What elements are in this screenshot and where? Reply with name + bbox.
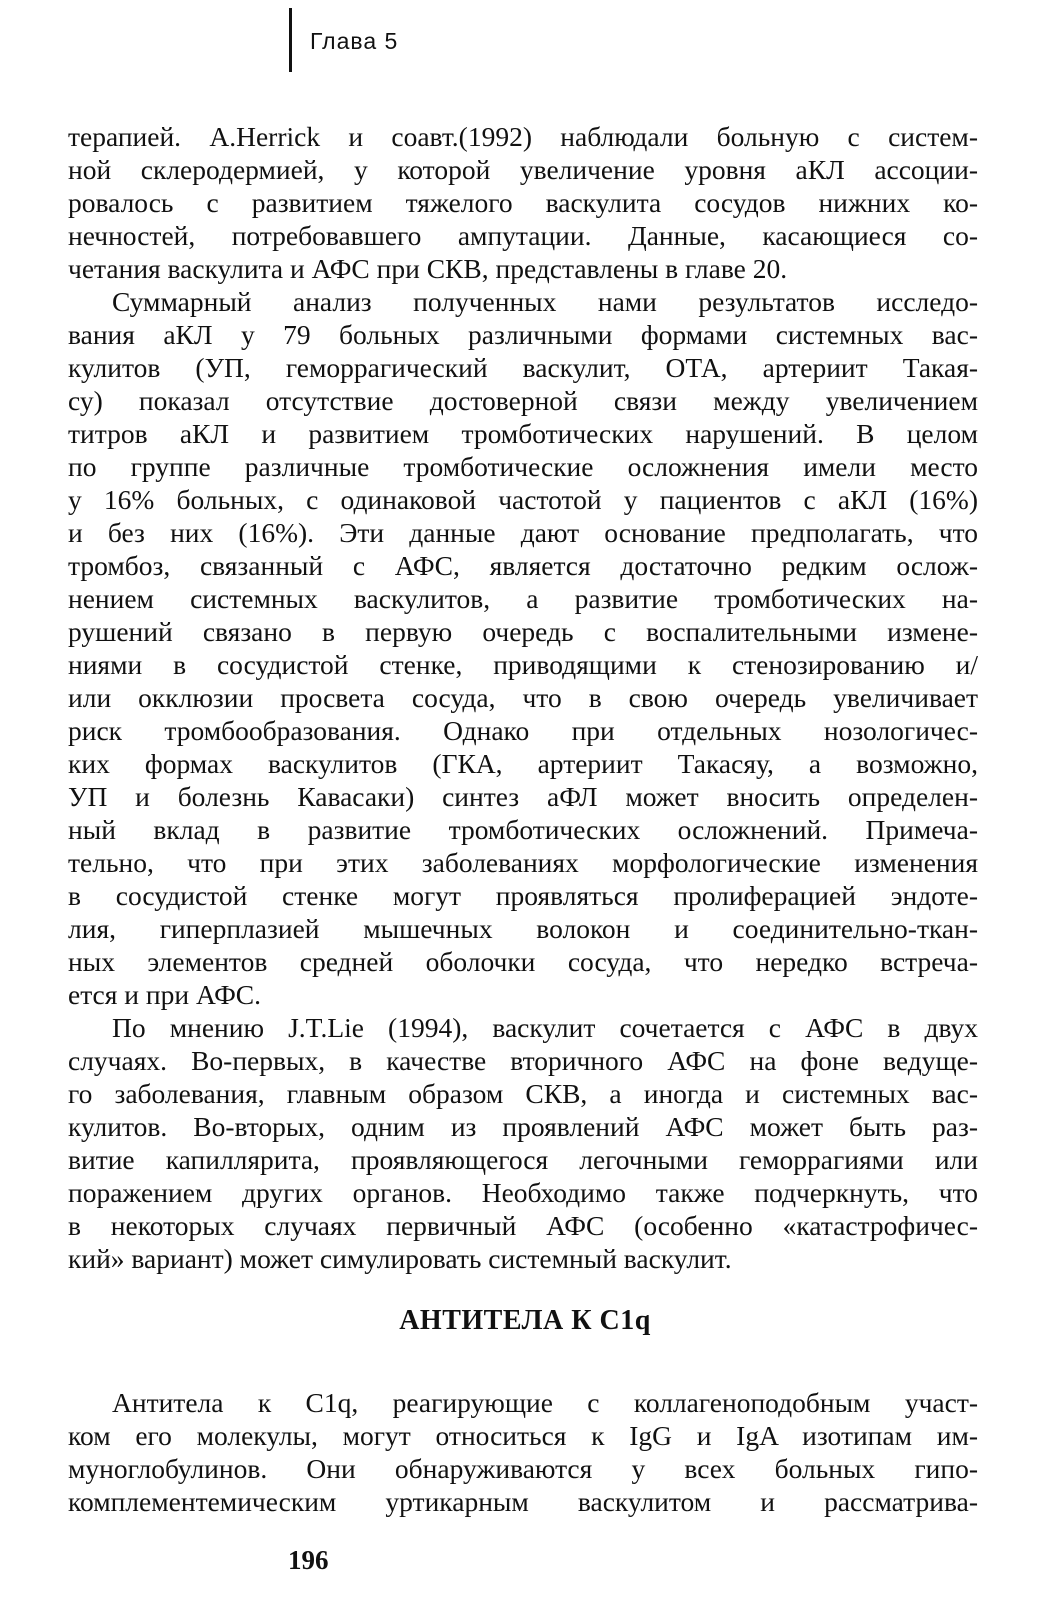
text-line: Суммарный анализ полученных нами результатов исследо- — [112, 286, 978, 317]
text-line: ких формах васкулитов (ГКА, артериит Такасяу, а возможно, — [68, 748, 978, 779]
text-line: ниями в сосудистой стенке, приводящими к стенозированию и/ — [68, 649, 978, 680]
text-line: по группе различные тромботические осложнения имели место — [68, 451, 978, 482]
section-heading: АНТИТЕЛА К C1q — [399, 1305, 651, 1336]
text-line: вания аКЛ у 79 больных различными формами системных вас- — [68, 319, 978, 350]
text-line: у 16% больных, с одинаковой частотой у пациентов с аКЛ (16%) — [68, 484, 978, 515]
text-line: в сосудистой стенке могут проявляться пролиферацией эндоте- — [68, 880, 978, 911]
text-line: случаях. Во-первых, в качестве вторичного АФС на фоне ведуще- — [68, 1045, 978, 1076]
text-line: и без них (16%). Эти данные дают основание предполагать, что — [68, 517, 978, 548]
text-line: муноглобулинов. Они обнаруживаются у всех больных гипо- — [68, 1453, 978, 1484]
text-line: ровалось с развитием тяжелого васкулита сосудов нижних ко- — [68, 187, 978, 218]
text-line: ком его молекулы, могут относиться к IgG и IgA изотипам им- — [68, 1420, 978, 1451]
text-line: По мнению J.T.Lie (1994), васкулит сочетается с АФС в двух — [112, 1012, 978, 1043]
text-line: нением системных васкулитов, а развитие тромботических на- — [68, 583, 978, 614]
text-line: кий» вариант) может симулировать системный васкулит. — [68, 1243, 732, 1274]
text-line: УП и болезнь Кавасаки) синтез аФЛ может вносить определен- — [68, 781, 978, 812]
page-number: 196 — [288, 1545, 329, 1575]
text-line: ных элементов средней оболочки сосуда, что нередко встреча- — [68, 946, 978, 977]
text-line: или окклюзии просвета сосуда, что в свою очередь увеличивает — [68, 682, 978, 713]
text-line: ной склеродермией, у которой увеличение уровня аКЛ ассоции- — [68, 154, 978, 185]
text-line: Антитела к C1q, реагирующие с коллагеноподобным участ- — [112, 1387, 978, 1418]
text-line: лия, гиперплазией мышечных волокон и соединительно-ткан- — [68, 913, 978, 944]
text-line: тромбоз, связанный с АФС, является достаточно редким ослож- — [68, 550, 978, 581]
text-line: поражением других органов. Необходимо также подчеркнуть, что — [68, 1177, 978, 1208]
text-line: комплементемическим уртикарным васкулитом и рассматрива- — [68, 1486, 978, 1517]
text-line: четания васкулита и АФС при СКВ, представлены в главе 20. — [68, 253, 788, 284]
text-line: кулитов. Во-вторых, одним из проявлений АФС может быть раз- — [68, 1111, 978, 1142]
text-line: ный вклад в развитие тромботических осложнений. Примеча- — [68, 814, 978, 845]
text-line: рушений связано в первую очередь с воспалительными измене- — [68, 616, 978, 647]
text-line: в некоторых случаях первичный АФС (особенно «катастрофичес- — [68, 1210, 978, 1241]
header-rule — [289, 8, 292, 72]
text-line: кулитов (УП, геморрагический васкулит, ОТА, артериит Такая- — [68, 352, 978, 383]
running-head: Глава 5 — [310, 28, 399, 54]
text-line: ется и при АФС. — [68, 979, 262, 1010]
text-line: терапией. A.Herrick и соавт.(1992) наблюдали больную с систем- — [68, 121, 978, 152]
text-line: нечностей, потребовавшего ампутации. Данные, касающиеся со- — [68, 220, 978, 251]
text-line: су) показал отсутствие достоверной связи между увеличением — [68, 385, 978, 416]
text-line: риск тромбообразования. Однако при отдельных нозологичес- — [68, 715, 978, 746]
text-line: го заболевания, главным образом СКВ, а иногда и системных вас- — [68, 1078, 978, 1109]
text-line: тельно, что при этих заболеваниях морфологические изменения — [68, 847, 978, 878]
text-line: титров аКЛ и развитием тромботических нарушений. В целом — [68, 418, 978, 449]
text-line: витие капиллярита, проявляющегося легочными геморрагиями или — [68, 1144, 978, 1175]
